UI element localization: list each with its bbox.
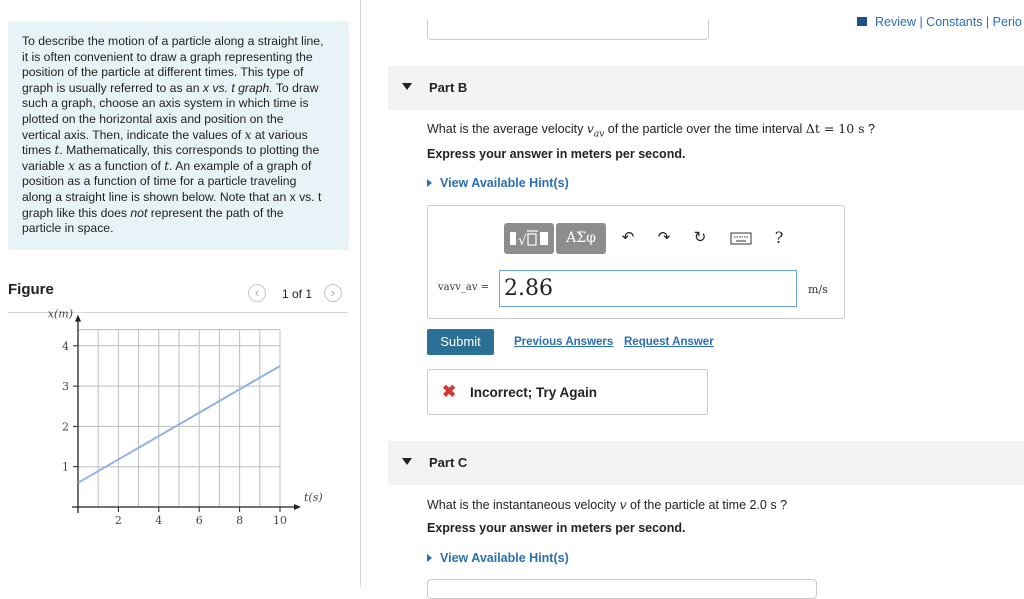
intro-line: position as a function of time for a particle traveling (22, 174, 297, 189)
y-axis-arrow (75, 315, 81, 322)
graph-axes (72, 315, 301, 513)
undo-icon: ↶ (621, 229, 635, 246)
part-b-question: What is the average velocity $v_{av}$ of the particle over the time interval Δt = 10 s ? (427, 121, 875, 140)
x-tick-label: 4 (155, 514, 163, 527)
caret-right-icon (427, 179, 432, 187)
part-b-hint-link[interactable]: View Available Hint(s) (427, 176, 569, 190)
part-b-header[interactable] (388, 66, 1024, 110)
greek-symbols-button[interactable]: ΑΣφ (556, 223, 606, 254)
panel-divider (360, 0, 361, 587)
intro-line: such a graph, choose an axis system in which time is (22, 96, 309, 111)
intro-line: To describe the motion of a particle along a straight line, (22, 34, 324, 48)
templates-button[interactable] (504, 223, 554, 254)
part-b-title: Part B (429, 80, 468, 95)
collapse-triangle-icon (402, 458, 412, 465)
templates-icon (504, 223, 554, 254)
part-c-express: Express your answer in meters per second. (427, 521, 686, 535)
chevron-right-icon: › (330, 285, 336, 300)
intro-line: graph is usually referred to as an x vs. t graph. To draw (22, 80, 319, 95)
intro-line: it is often convenient to draw a graph representing the (22, 49, 313, 64)
reset-icon: ↻ (693, 229, 707, 246)
intro-line: along a straight line is shown below. Note that an x vs. t (22, 189, 322, 204)
intro-text-box (8, 21, 349, 250)
redo-icon: ↷ (657, 229, 671, 246)
x-axis-label: t(s) (304, 491, 323, 504)
x-tick-label: 2 (114, 514, 122, 527)
graph-ticks (62, 340, 287, 527)
x-tick-label: 6 (195, 514, 203, 527)
undo-button[interactable] (618, 228, 638, 248)
review-icon (857, 17, 869, 26)
next-figure-button[interactable] (324, 284, 342, 302)
caret-right-icon (427, 554, 432, 562)
answer-label: vavv_av = (438, 282, 490, 293)
intro-line: graph like this does not represent the path of the (22, 205, 284, 220)
y-tick-label: 4 (62, 339, 69, 353)
y-tick-label: 1 (62, 460, 69, 474)
keyboard-button[interactable] (729, 228, 753, 248)
y-tick-label: 2 (62, 420, 69, 434)
position-time-graph (20, 307, 340, 555)
intro-line: vertical axis. Then, indicate the values of x at various (22, 127, 308, 142)
x-tick-label: 10 (273, 514, 287, 527)
previous-part-box (427, 20, 709, 40)
figure-label: Figure (8, 281, 54, 298)
reset-button[interactable] (690, 228, 710, 248)
pager-text: 1 of 1 (282, 287, 313, 301)
part-b-express: Express your answer in meters per second. (427, 147, 686, 161)
feedback-text: Incorrect; Try Again (470, 385, 598, 400)
x-tick-label: 8 (236, 514, 244, 527)
submit-button[interactable]: Submit (427, 329, 494, 355)
incorrect-x-icon: ✖ (442, 382, 457, 401)
part-c-hint-link[interactable]: View Available Hint(s) (427, 551, 569, 565)
help-button[interactable]: ? (774, 228, 784, 247)
intro-line: times t. Mathematically, this corresponds to plotting the (22, 143, 320, 158)
svg-text:√: √ (518, 233, 527, 249)
keyboard-icon (730, 232, 752, 246)
previous-answers-link[interactable]: Previous Answers (514, 336, 614, 348)
collapse-triangle-icon (402, 83, 412, 90)
redo-button[interactable] (654, 228, 674, 248)
y-axis-label: x(m) (47, 307, 73, 321)
graph-grid (78, 330, 280, 507)
intro-line: variable x as a function of t. An example of a graph of (22, 158, 312, 173)
answer-box (427, 205, 845, 319)
part-c-title: Part C (429, 455, 468, 470)
intro-line: plotted on the horizontal axis and position on the (22, 111, 284, 126)
prev-figure-button[interactable] (248, 284, 266, 302)
part-c-header[interactable] (388, 441, 1024, 485)
part-c-question: What is the instantaneous velocity v of the particle at time 2.0 s ? (427, 497, 788, 512)
y-tick-label: 3 (62, 380, 69, 394)
intro-line: position of the particle at different times. This type of (22, 65, 304, 80)
feedback-box (427, 369, 708, 415)
request-answer-link[interactable]: Request Answer (624, 336, 714, 348)
review-constants-links[interactable]: Review | Constants | Perio (857, 15, 1022, 29)
x-axis-arrow (294, 504, 301, 510)
answer-input[interactable] (499, 270, 797, 307)
answer-unit: m/s (808, 283, 828, 296)
chevron-left-icon: ‹ (254, 285, 260, 300)
intro-line: particle in space. (22, 221, 114, 236)
part-c-answer-box (427, 579, 817, 599)
